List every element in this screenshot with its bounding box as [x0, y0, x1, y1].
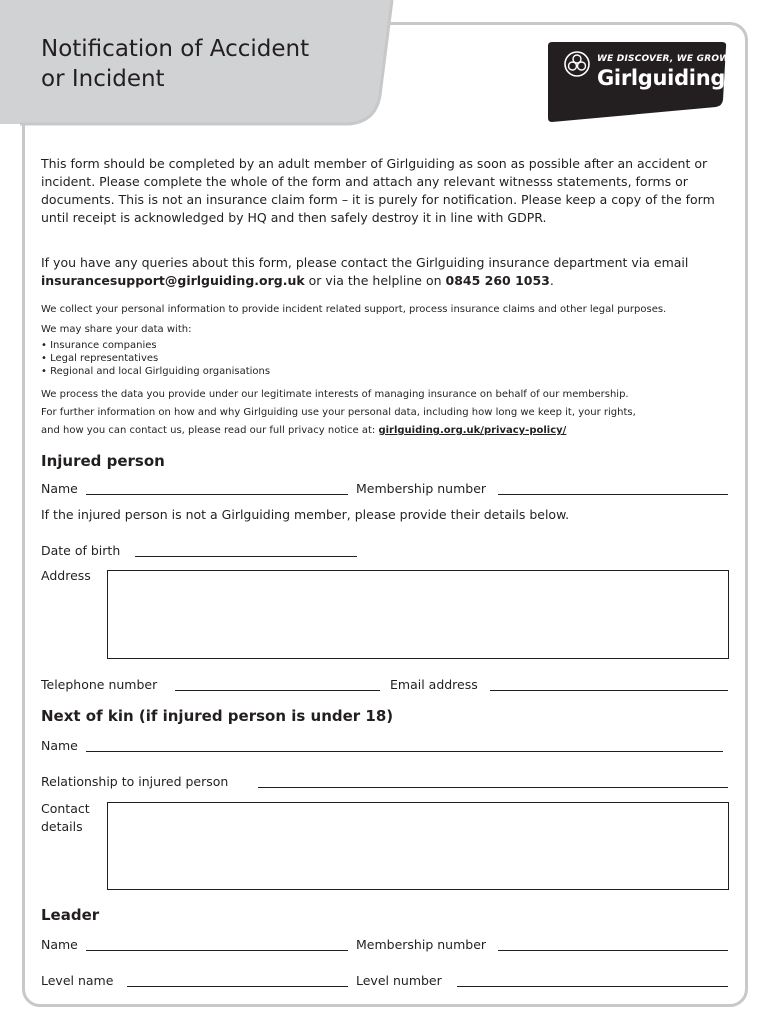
injured-membership-label: Membership number — [356, 481, 487, 496]
telephone-field[interactable] — [175, 690, 380, 691]
insurance-email[interactable]: insurancesupport@girlguiding.org.uk — [41, 273, 305, 288]
injured-membership-field[interactable] — [498, 494, 728, 495]
contact-details-label: Contact details — [41, 801, 90, 834]
email-label: Email address — [390, 677, 478, 692]
trefoil-icon — [563, 50, 591, 78]
list-item: • Regional and local Girlguiding organisations — [41, 365, 731, 378]
email-field[interactable] — [490, 690, 728, 691]
contact-details-box[interactable] — [107, 802, 729, 890]
next-of-kin-heading: Next of kin (if injured person is under 18) — [41, 707, 394, 725]
privacy-collect: We collect your personal information to provide incident related support, process insurance claims and other legal purposes. — [41, 304, 667, 315]
level-name-label: Level name — [41, 973, 114, 988]
privacy-share-intro: We may share your data with: — [41, 324, 192, 335]
injured-name-field[interactable] — [86, 494, 348, 495]
level-number-label: Level number — [356, 973, 442, 988]
dob-label: Date of birth — [41, 543, 121, 558]
level-name-field[interactable] — [127, 986, 348, 987]
leader-name-label: Name — [41, 937, 78, 952]
relationship-field[interactable] — [258, 787, 728, 788]
queries-paragraph: If you have any queries about this form, please contact the Girlguiding insurance department via email insurancesupport@girlguiding.org.uk or via the helpline on 0845 260 1053. — [41, 255, 689, 288]
kin-name-field[interactable] — [86, 751, 723, 752]
leader-name-field[interactable] — [86, 950, 348, 951]
injured-person-heading: Injured person — [41, 452, 165, 470]
logo-tagline: WE DISCOVER, WE GROW — [597, 54, 730, 64]
helpline-number: 0845 260 1053 — [445, 273, 550, 288]
non-member-note: If the injured person is not a Girlguiding member, please provide their details below. — [41, 507, 570, 522]
logo-name: Girlguiding — [597, 66, 726, 90]
privacy-process: We process the data you provide under our legitimate interests of managing insurance on behalf of our membership. For further information on how and why Girlguiding use your personal data, including how long we keep it, your rights, and how you can contact us, please read our full privacy notice at: girlguiding.org.uk/privacy-policy/ — [41, 389, 636, 436]
privacy-share-list — [41, 339, 731, 378]
injured-name-label: Name — [41, 481, 78, 496]
list-item: • Legal representatives — [41, 352, 731, 365]
address-box[interactable] — [107, 570, 729, 659]
dob-field[interactable] — [135, 556, 357, 557]
relationship-label: Relationship to injured person — [41, 774, 229, 789]
address-label: Address — [41, 568, 91, 583]
intro-paragraph: This form should be completed by an adult member of Girlguiding as soon as possible after an accident or incident. Please complete the whole of the form and attach any relevant witnesss statements, forms or documents. This is not an insurance claim form – it is purely for notification. Please keep a copy of the form until receipt is acknowledged by HQ and then safely destroy it in line with GDPR. — [41, 156, 715, 225]
leader-membership-field[interactable] — [498, 950, 728, 951]
leader-heading: Leader — [41, 906, 100, 924]
privacy-policy-link[interactable]: girlguiding.org.uk/privacy-policy/ — [378, 425, 567, 436]
leader-membership-label: Membership number — [356, 937, 487, 952]
page-title: Notification of Accident or Incident — [41, 36, 310, 92]
telephone-label: Telephone number — [41, 677, 158, 692]
list-item: • Insurance companies — [41, 339, 731, 352]
kin-name-label: Name — [41, 738, 78, 753]
level-number-field[interactable] — [457, 986, 728, 987]
